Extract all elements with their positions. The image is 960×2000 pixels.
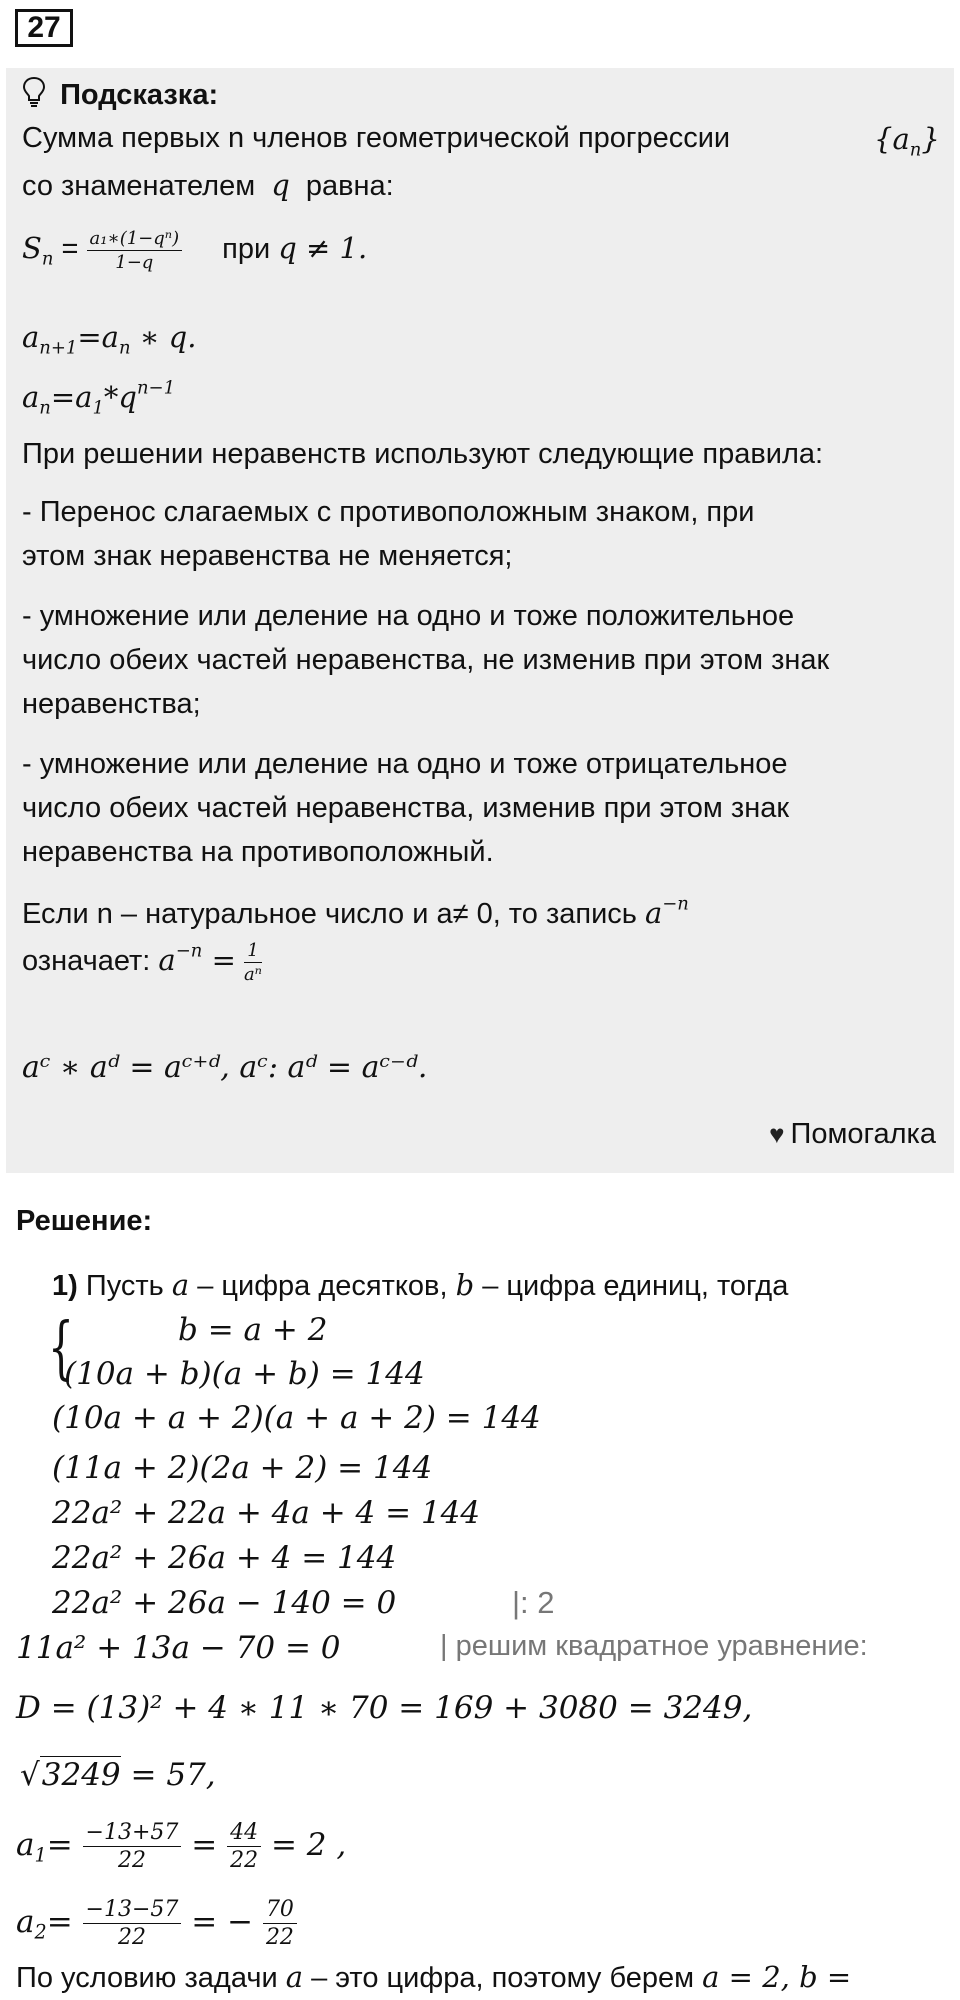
lightbulb-icon: [22, 76, 46, 108]
math-sn: $S_n$: [22, 231, 54, 270]
math-q: q: [271, 168, 290, 202]
rule-3-line-1: - умножение или деление на одно и тоже отрицательное: [22, 748, 788, 780]
equation-6: 11a² + 13a − 70 = 0: [16, 1630, 341, 1666]
equation-4: 22a² + 26a + 4 = 144: [52, 1540, 397, 1576]
hint-line-2: [22, 168, 394, 203]
equation-5-note: |: 2: [512, 1585, 555, 1620]
solution-title: Решение:: [16, 1205, 153, 1237]
rule-3-line-3: неравенства на противоположный.: [22, 836, 494, 868]
equation-3: 22a² + 22a + 4a + 4 = 144: [52, 1495, 481, 1531]
math-cond: q ≠ 1.: [278, 231, 368, 266]
math-eq: =: [61, 233, 79, 266]
sum-fraction: $\frac{\text{a₁∗(1−qⁿ)}}{1-q}$: [87, 228, 183, 273]
final-line: По условию задачи a – это цифра, поэтому берем a = 2, b =: [16, 1960, 852, 1994]
root-a2: $a_2=$ $\frac{-13-57}{22}$ = − $\frac{70}{22}$: [16, 1897, 297, 1950]
heart-icon: ♥: [769, 1119, 785, 1149]
recurrence-formula: $a_{n+1}=a_n$ ∗ q.: [22, 320, 197, 359]
rule-2-line-1: - умножение или деление на одно и тоже положительное: [22, 600, 795, 632]
equation-5: 22a² + 26a − 140 = 0: [52, 1585, 397, 1621]
rule-2-line-3: неравенства;: [22, 688, 201, 720]
system-brace: {: [48, 1309, 74, 1388]
progression-symbol: $\{a_n\}$: [874, 122, 940, 161]
hint-text: Сумма первых n членов геометрической прогрессии: [22, 122, 731, 154]
hint-text: со знаменателем: [22, 170, 256, 202]
system-eq-1: b = a + 2: [178, 1312, 328, 1348]
hint-box: [6, 68, 954, 1173]
power-rule: aᶜ ∗ aᵈ = aᶜ⁺ᵈ, aᶜ: aᵈ = aᶜ⁻ᵈ.: [22, 1050, 428, 1085]
negative-power-line-2: означает: $a^{-n}$ = $\frac{1}{\text{aⁿ}}$: [22, 940, 262, 985]
root-a1: $a_1=$ $\frac{-13+57}{22}$ = $\frac{44}{22}$ = 2 ,: [16, 1820, 347, 1873]
hint-text: равна:: [305, 170, 394, 202]
equation-1: (10a + a + 2)(a + a + 2) = 144: [52, 1400, 541, 1436]
equation-6-note: | решим квадратное уравнение:: [440, 1630, 868, 1662]
sum-formula: [22, 228, 367, 273]
hint-text: при: [222, 233, 271, 266]
sqrt-line: √3249 = 57,: [20, 1757, 216, 1793]
discriminant: D = (13)² + 4 ∗ 11 ∗ 70 = 169 + 3080 = 3249,: [16, 1690, 753, 1726]
system-eq-2: (10a + b)(a + b) = 144: [64, 1356, 425, 1392]
helper-link[interactable]: [769, 1118, 936, 1151]
general-term-formula: $a_n=a_1*q^{n-1}$: [22, 377, 176, 419]
equation-2: (11a + 2)(2a + 2) = 144: [52, 1450, 433, 1486]
hint-title: Подсказка:: [60, 79, 219, 111]
rule-1-line-1: - Перенос слагаемых с противоположным знаком, при: [22, 496, 755, 528]
hint-header: [22, 76, 218, 112]
negative-power-fraction: $\frac{1}{\text{aⁿ}}$: [243, 940, 262, 985]
rules-intro: При решении неравенств используют следующие правила:: [22, 438, 824, 470]
negative-power-line-1: Если n – натуральное число и a≠ 0, то запись $a^{-n}$: [22, 893, 689, 930]
solution-step-1: 1) Пусть a – цифра десятков, b – цифра единиц, тогда: [52, 1268, 789, 1302]
hint-line-1: [22, 122, 940, 161]
rule-2-line-2: число обеих частей неравенства, не изменив при этом знак: [22, 644, 830, 676]
problem-number: 27: [15, 9, 73, 47]
rule-3-line-2: число обеих частей неравенства, изменив при этом знак: [22, 792, 790, 824]
helper-label: Помогалка: [790, 1118, 936, 1150]
rule-1-line-2: этом знак неравенства не меняется;: [22, 540, 513, 572]
